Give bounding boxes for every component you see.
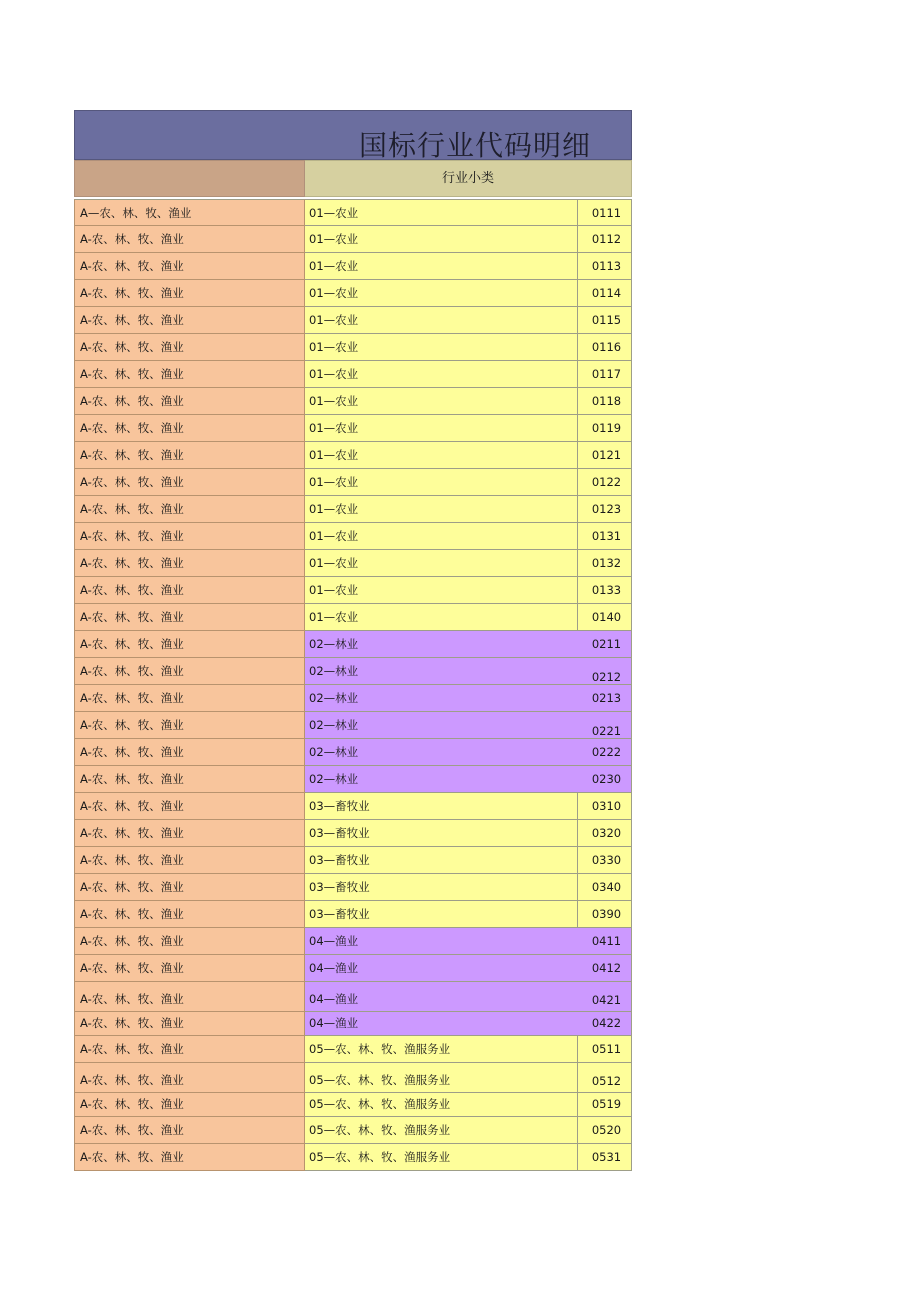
industry-code-sheet (74, 110, 632, 1171)
category-cell[interactable]: A-农、林、牧、渔业 (74, 334, 305, 361)
major-group-cell[interactable]: 01—农业 (305, 550, 578, 577)
industry-code-cell[interactable]: 0121 (578, 442, 632, 469)
table-row (74, 577, 632, 604)
industry-code-cell[interactable]: 0112 (578, 226, 632, 253)
industry-code-cell[interactable]: 0512 (578, 1063, 632, 1093)
category-cell[interactable]: A-农、林、牧、渔业 (74, 550, 305, 577)
major-group-cell[interactable]: 01—农业 (305, 523, 578, 550)
industry-code-cell[interactable]: 0531 (578, 1144, 632, 1171)
category-cell[interactable]: A-农、林、牧、渔业 (74, 469, 305, 496)
industry-code-cell[interactable]: 0140 (578, 604, 632, 631)
category-cell[interactable]: A-农、林、牧、渔业 (74, 1093, 305, 1117)
category-cell[interactable]: A-农、林、牧、渔业 (74, 847, 305, 874)
table-row (74, 280, 632, 307)
category-cell[interactable]: A-农、林、牧、渔业 (74, 415, 305, 442)
major-group-cell[interactable]: 01—农业 (305, 226, 578, 253)
table-row (74, 1117, 632, 1144)
table-row (74, 604, 632, 631)
table-row (74, 928, 632, 955)
table-row (74, 1093, 632, 1117)
category-cell[interactable]: A-农、林、牧、渔业 (74, 1063, 305, 1093)
category-cell[interactable]: A-农、林、牧、渔业 (74, 388, 305, 415)
major-group-cell[interactable]: 03—畜牧业 (305, 874, 578, 901)
table-row (74, 955, 632, 982)
title-bar (74, 110, 632, 160)
industry-code-cell[interactable]: 0123 (578, 496, 632, 523)
category-cell[interactable]: A-农、林、牧、渔业 (74, 1117, 305, 1144)
industry-code-cell[interactable]: 0340 (578, 874, 632, 901)
industry-code-cell[interactable]: 0520 (578, 1117, 632, 1144)
industry-code-cell[interactable]: 0117 (578, 361, 632, 388)
category-cell[interactable]: A-农、林、牧、渔业 (74, 496, 305, 523)
category-cell[interactable]: A-农、林、牧、渔业 (74, 874, 305, 901)
table-row (74, 1036, 632, 1063)
category-cell[interactable]: A-农、林、牧、渔业 (74, 658, 305, 685)
industry-code-cell[interactable]: 0122 (578, 469, 632, 496)
industry-code-cell[interactable]: 0412 (578, 955, 632, 982)
major-group-cell[interactable]: 01—农业 (305, 496, 578, 523)
category-cell[interactable]: A-农、林、牧、渔业 (74, 280, 305, 307)
table-row (74, 982, 632, 1012)
major-group-cell[interactable]: 01—农业 (305, 415, 578, 442)
industry-code-cell[interactable]: 0320 (578, 820, 632, 847)
category-cell[interactable]: A-农、林、牧、渔业 (74, 577, 305, 604)
major-group-cell[interactable]: 04—渔业 (305, 1012, 578, 1036)
category-cell[interactable]: A-农、林、牧、渔业 (74, 820, 305, 847)
category-cell[interactable]: A-农、林、牧、渔业 (74, 982, 305, 1012)
industry-code-cell[interactable]: 0411 (578, 928, 632, 955)
category-cell[interactable]: A-农、林、牧、渔业 (74, 955, 305, 982)
major-group-cell[interactable]: 05—农、林、牧、渔服务业 (305, 1117, 578, 1144)
table-row (74, 1063, 632, 1093)
industry-code-cell[interactable]: 0114 (578, 280, 632, 307)
table-row (74, 766, 632, 793)
major-group-cell[interactable]: 01—农业 (305, 604, 578, 631)
table-row (74, 307, 632, 334)
table-row (74, 334, 632, 361)
industry-code-cell[interactable]: 0222 (578, 739, 632, 766)
table-row (74, 874, 632, 901)
category-cell[interactable]: A-农、林、牧、渔业 (74, 1036, 305, 1063)
table-row (74, 226, 632, 253)
major-group-cell[interactable]: 01—农业 (305, 361, 578, 388)
header-cell-category[interactable] (74, 160, 305, 197)
table-row (74, 1144, 632, 1171)
table-row (74, 820, 632, 847)
industry-code-cell[interactable]: 0133 (578, 577, 632, 604)
category-cell[interactable]: A-农、林、牧、渔业 (74, 712, 305, 739)
table-row (74, 712, 632, 739)
industry-code-cell[interactable]: 0119 (578, 415, 632, 442)
table-row (74, 685, 632, 712)
major-group-cell[interactable]: 05—农、林、牧、渔服务业 (305, 1036, 578, 1063)
table-row (74, 469, 632, 496)
industry-code-cell[interactable]: 0422 (578, 1012, 632, 1036)
category-cell[interactable]: A-农、林、牧、渔业 (74, 793, 305, 820)
header-cell-subcategory[interactable]: 行业小类 (305, 160, 632, 197)
major-group-cell[interactable]: 04—渔业 (305, 955, 578, 982)
industry-code-cell[interactable]: 0421 (578, 982, 632, 1012)
industry-code-cell[interactable]: 0111 (578, 199, 632, 226)
major-group-cell[interactable]: 02—林业 (305, 712, 578, 739)
industry-code-cell[interactable]: 0511 (578, 1036, 632, 1063)
major-group-cell[interactable]: 03—畜牧业 (305, 901, 578, 928)
table-row (74, 361, 632, 388)
table-row (74, 793, 632, 820)
table-row (74, 847, 632, 874)
category-cell[interactable]: A-农、林、牧、渔业 (74, 928, 305, 955)
major-group-cell[interactable]: 02—林业 (305, 631, 578, 658)
table-row (74, 1012, 632, 1036)
major-group-cell[interactable]: 03—畜牧业 (305, 847, 578, 874)
major-group-cell[interactable]: 03—畜牧业 (305, 820, 578, 847)
industry-code-cell[interactable]: 0330 (578, 847, 632, 874)
industry-code-cell[interactable]: 0113 (578, 253, 632, 280)
major-group-cell[interactable]: 01—农业 (305, 253, 578, 280)
category-cell[interactable]: A-农、林、牧、渔业 (74, 1144, 305, 1171)
industry-code-cell[interactable]: 0230 (578, 766, 632, 793)
industry-code-cell[interactable]: 0519 (578, 1093, 632, 1117)
table-row (74, 253, 632, 280)
table-row (74, 901, 632, 928)
industry-code-cell[interactable]: 0310 (578, 793, 632, 820)
major-group-cell[interactable]: 01—农业 (305, 577, 578, 604)
category-cell[interactable]: A-农、林、牧、渔业 (74, 766, 305, 793)
major-group-cell[interactable]: 02—林业 (305, 658, 578, 685)
industry-code-cell[interactable]: 0131 (578, 523, 632, 550)
major-group-cell[interactable]: 04—渔业 (305, 928, 578, 955)
category-cell[interactable]: A-农、林、牧、渔业 (74, 226, 305, 253)
table-row (74, 442, 632, 469)
major-group-cell[interactable]: 01—农业 (305, 199, 578, 226)
industry-code-cell[interactable]: 0221 (578, 712, 632, 739)
category-cell[interactable]: A—农、林、牧、渔业 (74, 199, 305, 226)
table-row (74, 415, 632, 442)
major-group-cell[interactable]: 02—林业 (305, 739, 578, 766)
category-cell[interactable]: A-农、林、牧、渔业 (74, 739, 305, 766)
category-cell[interactable]: A-农、林、牧、渔业 (74, 901, 305, 928)
table-row (74, 658, 632, 685)
major-group-cell[interactable]: 05—农、林、牧、渔服务业 (305, 1144, 578, 1171)
table-row (74, 523, 632, 550)
table-row (74, 739, 632, 766)
category-cell[interactable]: A-农、林、牧、渔业 (74, 631, 305, 658)
major-group-cell[interactable]: 01—农业 (305, 280, 578, 307)
page-title: 国标行业代码明细 (359, 129, 592, 162)
major-group-cell[interactable]: 03—畜牧业 (305, 793, 578, 820)
header-row (74, 160, 632, 197)
category-cell[interactable]: A-农、林、牧、渔业 (74, 523, 305, 550)
category-cell[interactable]: A-农、林、牧、渔业 (74, 442, 305, 469)
industry-code-cell[interactable]: 0118 (578, 388, 632, 415)
major-group-cell[interactable]: 02—林业 (305, 685, 578, 712)
industry-code-cell[interactable]: 0390 (578, 901, 632, 928)
major-group-cell[interactable]: 01—农业 (305, 388, 578, 415)
industry-code-cell[interactable]: 0211 (578, 631, 632, 658)
category-cell[interactable]: A-农、林、牧、渔业 (74, 604, 305, 631)
table-row (74, 388, 632, 415)
category-cell[interactable]: A-农、林、牧、渔业 (74, 307, 305, 334)
industry-code-cell[interactable]: 0116 (578, 334, 632, 361)
industry-code-cell[interactable]: 0213 (578, 685, 632, 712)
major-group-cell[interactable]: 01—农业 (305, 442, 578, 469)
major-group-cell[interactable]: 04—渔业 (305, 982, 578, 1012)
table-row (74, 550, 632, 577)
major-group-cell[interactable]: 05—农、林、牧、渔服务业 (305, 1093, 578, 1117)
category-cell[interactable]: A-农、林、牧、渔业 (74, 685, 305, 712)
table-body (74, 199, 632, 1171)
category-cell[interactable]: A-农、林、牧、渔业 (74, 1012, 305, 1036)
industry-code-cell[interactable]: 0115 (578, 307, 632, 334)
table-row (74, 199, 632, 226)
category-cell[interactable]: A-农、林、牧、渔业 (74, 253, 305, 280)
table-row (74, 496, 632, 523)
major-group-cell[interactable]: 05—农、林、牧、渔服务业 (305, 1063, 578, 1093)
industry-code-cell[interactable]: 0132 (578, 550, 632, 577)
major-group-cell[interactable]: 01—农业 (305, 307, 578, 334)
major-group-cell[interactable]: 02—林业 (305, 766, 578, 793)
category-cell[interactable]: A-农、林、牧、渔业 (74, 361, 305, 388)
industry-code-cell[interactable]: 0212 (578, 658, 632, 685)
table-row (74, 631, 632, 658)
major-group-cell[interactable]: 01—农业 (305, 469, 578, 496)
major-group-cell[interactable]: 01—农业 (305, 334, 578, 361)
